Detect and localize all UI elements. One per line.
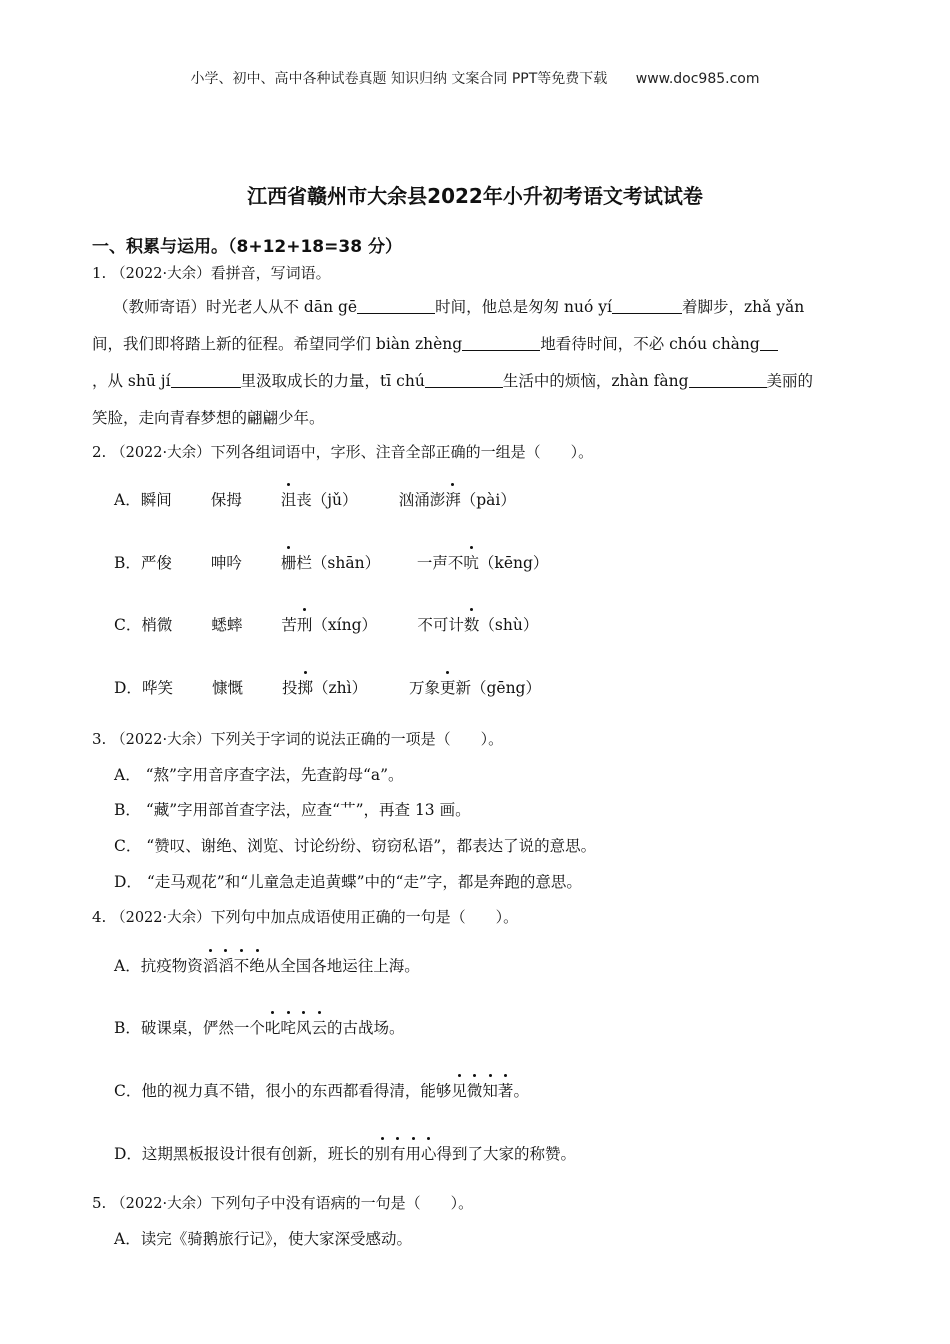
text: C．他的视力真不错，很小的东西都看得清，能够 xyxy=(114,1082,452,1100)
answer-blank[interactable] xyxy=(357,297,435,314)
header-site-link[interactable]: www.doc985.com xyxy=(635,71,760,87)
dotted-char: 微 xyxy=(467,1079,483,1101)
question-source: （2022·大余） xyxy=(111,732,211,748)
q2-option-a[interactable] xyxy=(114,488,516,510)
question-stem: 下列关于字词的说法正确的一项是（ ）。 xyxy=(210,730,504,748)
answer-blank[interactable] xyxy=(689,371,767,388)
dotted-char: 不 xyxy=(234,954,250,976)
dotted-char: 绝 xyxy=(249,954,265,976)
question-number: 5. xyxy=(92,1194,107,1212)
word: 瞬间 xyxy=(140,491,172,509)
text: ，从 shū jí xyxy=(92,372,171,390)
option-label: A． xyxy=(114,491,141,509)
q2-option-b[interactable] xyxy=(114,551,548,573)
dotted-char: 心 xyxy=(421,1142,437,1164)
question-source: （2022·大余） xyxy=(111,1196,211,1212)
question-source: （2022·大余） xyxy=(111,266,211,282)
dotted-char: 风 xyxy=(296,1016,312,1038)
word: 一声不 xyxy=(416,554,464,572)
dotted-char: 见 xyxy=(451,1079,467,1101)
word: （kēng） xyxy=(478,554,549,572)
text: 着脚步，zhǎ yǎn xyxy=(681,298,805,316)
question-source: （2022·大余） xyxy=(111,445,211,461)
dotted-char: 用 xyxy=(405,1142,421,1164)
section-heading: 一、积累与运用。（8+12+18=38 分） xyxy=(92,237,402,257)
q1-line-2 xyxy=(92,332,852,354)
question-number: 4. xyxy=(92,908,107,926)
text: D．这期黑板报设计很有创新，班长的 xyxy=(114,1145,375,1163)
dotted-char: 别 xyxy=(374,1142,390,1164)
question-3 xyxy=(92,728,503,749)
text: 得到了大家的称赞。 xyxy=(436,1145,577,1163)
question-stem: 下列各组词语中，字形、注音全部正确的一组是（ ）。 xyxy=(210,443,594,461)
text: 里汲取成长的力量，tī chú xyxy=(240,372,425,390)
text: B．破课桌，俨然一个 xyxy=(114,1019,265,1037)
dotted-char: 更 xyxy=(440,676,456,698)
word: 哗笑 xyxy=(141,679,173,697)
option-label: C． xyxy=(114,616,142,634)
word: 汹涌澎 xyxy=(398,491,446,509)
answer-blank[interactable] xyxy=(462,334,540,351)
answer-blank[interactable] xyxy=(612,297,682,314)
word: 投 xyxy=(281,679,298,697)
q2-option-d[interactable] xyxy=(114,676,541,698)
word: （pài） xyxy=(460,491,516,509)
option-label: D． xyxy=(114,679,142,697)
text: 间，我们即将踏上新的征程。希望同学们 biàn zhèng xyxy=(92,335,463,353)
q3-option-b[interactable]: B． “藏”字用部首查字法，应查“艹”，再查 13 画。 xyxy=(114,801,471,819)
word: 严俊 xyxy=(140,554,172,572)
q1-line-3 xyxy=(92,369,852,391)
q1-line-1 xyxy=(113,295,873,317)
question-source: （2022·大余） xyxy=(111,910,211,926)
q3-option-d[interactable]: D． “走马观花”和“儿童急走追黄蝶”中的“走”字，都是奔跑的意思。 xyxy=(114,873,582,891)
word: 慷慨 xyxy=(211,679,243,697)
answer-blank[interactable] xyxy=(171,371,241,388)
question-1 xyxy=(92,262,331,283)
q3-option-a[interactable]: A． “熬”字用音序查字法，先查韵母“a”。 xyxy=(114,766,404,784)
dotted-char: 叱 xyxy=(265,1016,281,1038)
question-number: 2. xyxy=(92,443,107,461)
question-number: 1. xyxy=(92,264,107,282)
dotted-char: 滔 xyxy=(218,954,234,976)
word: 万象 xyxy=(408,679,440,697)
q3-option-c[interactable]: C． “赞叹、谢绝、浏览、讨论纷纷、窃窃私语”，都表达了说的意思。 xyxy=(114,837,597,855)
header-text: 小学、初中、高中各种试卷真题 知识归纳 文案合同 PPT等免费下载 xyxy=(190,71,608,87)
word: （shù） xyxy=(479,616,539,634)
q4-option-d[interactable] xyxy=(114,1142,576,1164)
dotted-char: 数 xyxy=(464,613,480,635)
dotted-char: 知 xyxy=(482,1079,498,1101)
text: 地看待时间，不必 chóu chàng xyxy=(540,335,760,353)
dotted-char: 滔 xyxy=(203,954,219,976)
q2-option-c[interactable] xyxy=(114,613,538,635)
answer-blank[interactable] xyxy=(425,371,503,388)
text: 。 xyxy=(513,1082,529,1100)
question-number: 3. xyxy=(92,730,107,748)
q4-option-a[interactable] xyxy=(114,954,420,976)
q5-option-a[interactable]: A．读完《骑鹅旅行记》，使大家深受感动。 xyxy=(114,1230,412,1248)
text: 从全国各地运往上海。 xyxy=(264,957,420,975)
text: 的古战场。 xyxy=(326,1019,405,1037)
question-5 xyxy=(92,1192,473,1213)
word: 保拇 xyxy=(210,491,242,509)
question-stem: 下列句子中没有语病的一句是（ ）。 xyxy=(210,1194,474,1212)
word: （xíng） xyxy=(312,616,378,634)
text: 生活中的烦恼，zhàn fàng xyxy=(502,372,689,390)
dotted-char: 吭 xyxy=(463,551,479,573)
dotted-char: 咤 xyxy=(280,1016,296,1038)
question-4 xyxy=(92,906,518,927)
dotted-char: 掷 xyxy=(297,676,313,698)
word: 新（gēng） xyxy=(455,679,541,697)
dotted-char: 云 xyxy=(311,1016,327,1038)
answer-blank[interactable] xyxy=(760,334,778,351)
word: 栏（shān） xyxy=(296,554,381,572)
word: 蟋蟀 xyxy=(211,616,243,634)
q4-option-b[interactable] xyxy=(114,1016,404,1038)
text: 美丽的 xyxy=(766,372,814,390)
dotted-char: 沮 xyxy=(281,488,297,510)
question-stem: 看拼音，写词语。 xyxy=(210,264,331,282)
question-stem: 下列句中加点成语使用正确的一句是（ ）。 xyxy=(210,908,519,926)
word: 梢微 xyxy=(141,616,173,634)
dotted-char: 著 xyxy=(498,1079,514,1101)
text: 时间，他总是匆匆 nuó yí xyxy=(435,298,612,316)
option-label: B． xyxy=(114,554,141,572)
question-2 xyxy=(92,441,593,462)
dotted-char: 刑 xyxy=(297,613,313,635)
q1-line-4: 笑脸，走向青春梦想的翩翩少年。 xyxy=(92,409,325,427)
dotted-char: 有 xyxy=(390,1142,406,1164)
q4-option-c[interactable] xyxy=(114,1079,529,1101)
word: 不可计 xyxy=(417,616,464,634)
word: 呻吟 xyxy=(210,554,242,572)
word: （zhì） xyxy=(312,679,368,697)
word: 苦 xyxy=(281,616,297,634)
word: 丧（jǔ） xyxy=(296,491,358,509)
dotted-char: 栅 xyxy=(281,551,297,573)
exam-title: 江西省赣州市大余县2022年小升初考语文考试试卷 xyxy=(247,184,703,208)
text: （教师寄语）时光老人从不 dān gē xyxy=(113,298,358,316)
text: A．抗疫物资 xyxy=(114,957,203,975)
dotted-char: 湃 xyxy=(445,488,461,510)
page-header xyxy=(0,68,950,88)
